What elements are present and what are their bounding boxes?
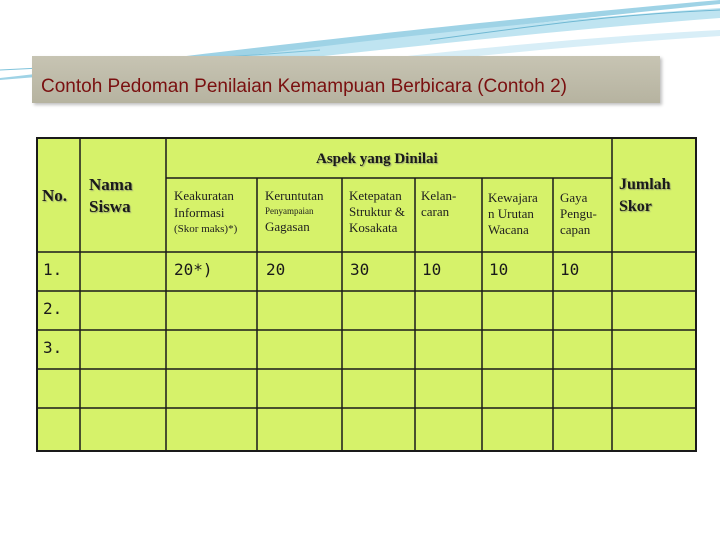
no-header: No.: [42, 186, 68, 205]
row-1-score-5: 10: [489, 260, 509, 279]
row-1-number: 1.: [43, 260, 63, 279]
jumlah-header-line2: Skor: [619, 198, 652, 215]
aspect-5-line1: Kewajara: [488, 190, 538, 205]
aspect-4-line1: Kelan-: [421, 188, 457, 203]
nama-header-line2: Siswa: [89, 197, 131, 216]
aspect-1-line3: (Skor maks)*): [174, 223, 238, 235]
aspect-2-line1: Keruntutan: [265, 188, 324, 203]
row-1-score-1: 20*): [174, 260, 213, 279]
aspect-5-line2: n Urutan: [488, 206, 534, 221]
row-1-score-2: 20: [266, 260, 286, 279]
aspect-2-line3: Gagasan: [265, 219, 310, 234]
aspect-6-line2: Pengu-: [560, 206, 597, 221]
aspect-6-line1: Gaya: [560, 190, 588, 205]
aspect-5-line3: Wacana: [488, 222, 529, 237]
row-3-number: 3.: [43, 338, 63, 357]
aspect-6-line3: capan: [560, 222, 591, 237]
row-1-score-4: 10: [422, 260, 442, 279]
row-2-number: 2.: [43, 299, 63, 318]
aspect-4-line2: caran: [421, 204, 450, 219]
aspect-3-line1: Ketepatan: [349, 188, 402, 203]
aspect-1-line2: Informasi: [174, 205, 225, 220]
aspect-1-line1: Keakuratan: [174, 188, 234, 203]
aspect-2-line2: Penyampaian: [265, 206, 314, 216]
jumlah-header-line1: Jumlah: [619, 176, 671, 193]
aspect-3-line3: Kosakata: [349, 220, 398, 235]
aspect-3-line2: Struktur &: [349, 204, 405, 219]
nama-header-line1: Nama: [89, 175, 133, 194]
row-1-score-6: 10: [560, 260, 580, 279]
row-1-score-3: 30: [350, 260, 370, 279]
aspek-header: Aspek yang Dinilai: [316, 151, 438, 167]
page-title: Contoh Pedoman Penilaian Kemampuan Berbicara (Contoh 2): [41, 76, 567, 97]
